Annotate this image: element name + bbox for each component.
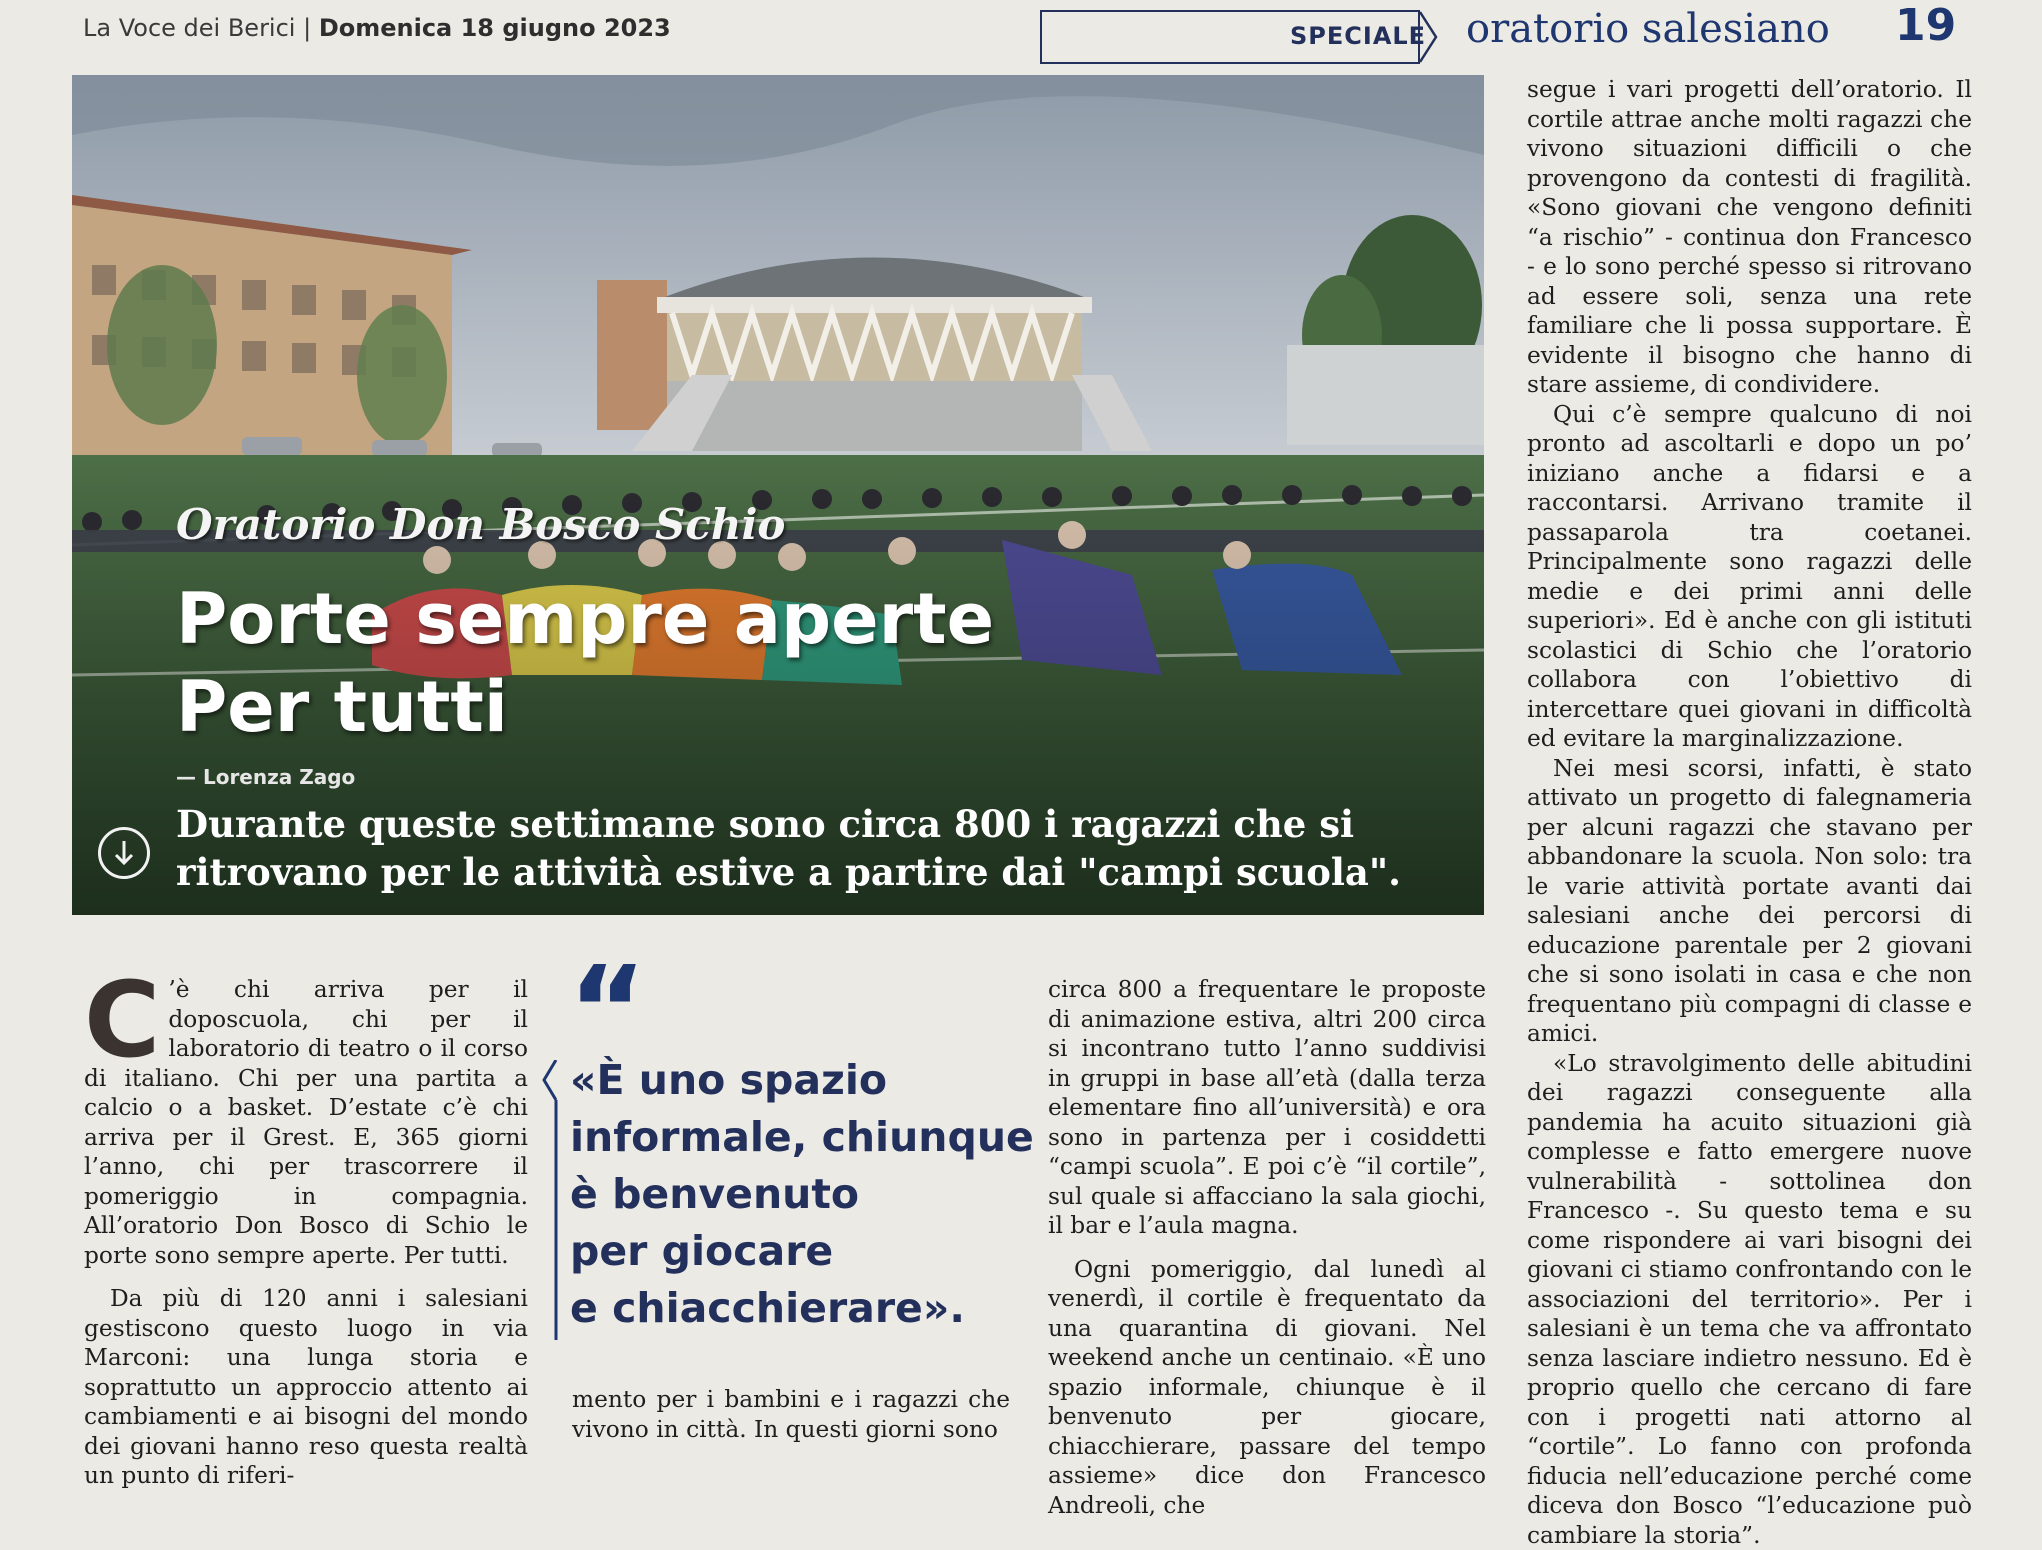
pull-quote-line: per giocare [570,1223,1010,1280]
bracket-decoration [540,1060,560,1340]
article-summary: Durante queste settimane sono circa 800 i ragazzi che si ritrovano per le attività estive a partire dai "campi scuola". [176,800,1466,896]
article-column-2 [572,1385,1010,1444]
article-column-4 [1527,75,1972,1550]
masthead: La Voce dei Berici | Domenica 18 giugno 2023 [83,14,671,42]
pull-quote-line: e chiacchierare». [570,1280,1010,1337]
pull-quote-line: è benvenuto [570,1166,1010,1223]
paragraph: «Lo stravolgimento delle abitudini dei ragazzi conseguente alla pandemia ha acuito situazioni già complesse e fatto emergere nuove vulnerabilità - sottolinea don Francesco -. Su questo tema e su come rispondere ai vari bisogni dei giovani ci stiamo confrontando con le associazioni del territorio». Per i salesiani è un tema che va affrontato senza lasciare indietro nessuno. Ed è proprio quello che cercano di fare con i progetti nati attorno al “cortile”. Lo fanno con profonda fiducia nell’educazione perché come diceva don Bosco “l’educazione può cambiare la storia”. [1527,1049,1972,1550]
paragraph: Ogni pomeriggio, dal lunedì al venerdì, il cortile è frequentato da una quarantina di giovani. Nel weekend anche un centinaio. «È uno spazio informale, chiunque è il benvenuto per giocare, chiacchierare, passare del tempo assieme» dice don Francesco Andreoli, che [1048,1255,1486,1521]
page-number: 19 [1895,0,1956,51]
chevron-right-icon [1418,10,1438,64]
issue-date: Domenica 18 giugno 2023 [319,14,671,42]
publication-name: La Voce dei Berici [83,14,295,42]
paragraph: segue i vari progetti dell’oratorio. Il cortile attrae anche molti ragazzi che vivono situazioni difficili o che provengono da contesti di fragilità. «Sono giovani che vengono definiti “a rischio” - continua don Francesco - e lo sono perché spesso si ritrovano ad essere soli, senza una rete familiare che li possa supportare. È evidente il bisogno che hanno di stare assieme, di condividere. [1527,75,1972,400]
section-tag: SPECIALE [1290,22,1426,50]
pull-quote-line: «È uno spazio [570,1052,1010,1109]
quote-icon: “ [568,962,647,1062]
article-kicker: Oratorio Don Bosco Schio [176,500,785,549]
photo-illustration [72,75,1484,915]
title-line: Per tutti [176,663,994,751]
pull-quote [570,1052,1010,1337]
article-column-1 [84,975,528,1491]
paragraph: Da più di 120 anni i salesiani gestiscono questo luogo in via Marconi: una lunga storia e soprattutto un approccio attento ai cambiamenti e ai bisogni del mondo dei giovani hanno reso questa realtà un punto di riferi- [84,1284,528,1491]
paragraph: circa 800 a frequentare le proposte di animazione estiva, altri 200 circa si incontrano tutto l’anno suddivisi in gruppi in base all’età (dalla terza elementare fino all’università) e ora sono in partenza per i cosiddetti “campi scuola”. E poi c’è “il cortile”, sul quale si affacciano la sala giochi, il bar e l’aula magna. [1048,975,1486,1241]
article-column-3 [1048,975,1486,1520]
paragraph: ’è chi arriva per il doposcuola, chi per il laboratorio di teatro o il corso di italiano. Chi per una partita a calcio o a basket. D’estate c’è chi arriva per il Grest. E, 365 giorni l’anno, chi per trascorrere il pomeriggio in compagnia. All’oratorio Don Bosco di Schio le porte sono sempre aperte. Per tutti. [84,975,528,1270]
paragraph: Nei mesi scorsi, infatti, è stato attivato un progetto di falegnameria per alcuni ragazzi che stavano per abbandonare la scuola. Non solo: tra le varie attività portate avanti dai salesiani anche dei percorsi di educazione parentale per 2 giovani che si sono isolati in casa e che non frequentano più compagni di classe e amici. [1527,754,1972,1049]
article-photo [72,75,1484,915]
page-header [0,0,2042,70]
arrow-down-circle-icon [98,827,150,879]
article-title [176,575,994,751]
title-line: Porte sempre aperte [176,575,994,663]
section-name: oratorio salesiano [1466,6,1830,52]
paragraph: mento per i bambini e i ragazzi che vivono in città. In questi giorni sono [572,1385,1010,1444]
author-byline: — Lorenza Zago [176,765,355,789]
drop-cap: C [84,979,160,1061]
paragraph: Qui c’è sempre qualcuno di noi pronto ad ascoltarli e dopo un po’ iniziano anche a fidarsi e a raccontarsi. Arrivano tramite il passaparola tra coetanei. Principalmente sono ragazzi delle medie e dei primi anni delle superiori». Ed è anche con gli istituti scolastici di Schio che l’oratorio collabora con l’obiettivo di intercettare quei giovani in difficoltà ed evitare la marginalizzazione. [1527,400,1972,754]
pull-quote-line: informale, chiunque [570,1109,1010,1166]
